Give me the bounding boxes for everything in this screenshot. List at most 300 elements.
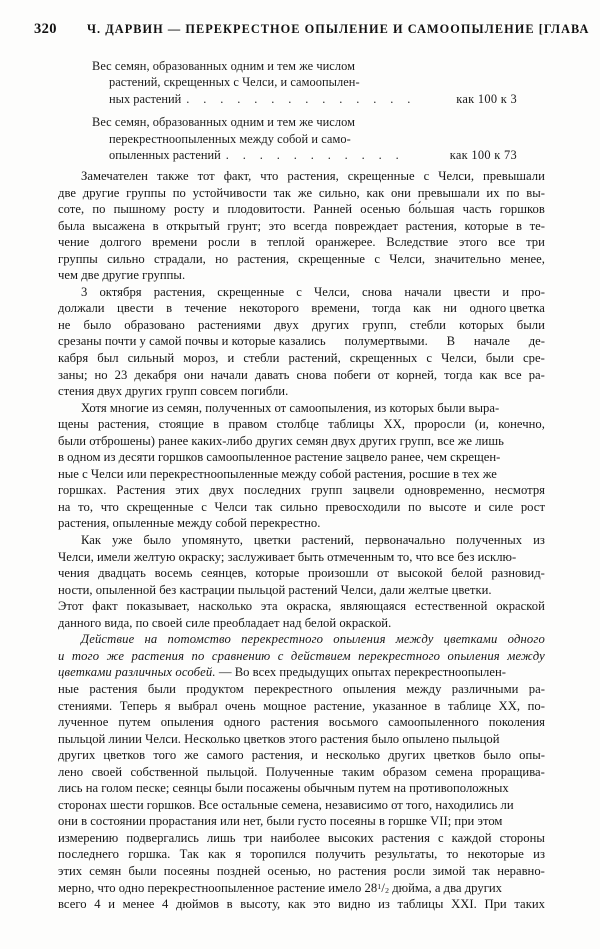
line-token: оранжерее. <box>315 235 376 250</box>
line-token: растения, опыленные между собой перекрестно. <box>58 516 321 531</box>
line-token: же <box>106 648 125 663</box>
line-token: в одном из десяти горшков самоопыленное растение зацвело ранее, чем скрещен- <box>58 450 501 465</box>
line-token: Замечателен <box>81 169 148 183</box>
line-token: тогда <box>444 367 473 382</box>
line-token: растения <box>338 863 387 878</box>
line-token: таблицы <box>328 417 375 432</box>
line-token: растения, <box>98 417 150 432</box>
line-token: плодовитости. <box>227 202 306 217</box>
line-token: насколько <box>198 599 253 614</box>
line-token: в <box>434 698 441 713</box>
line-token: перекрестного <box>254 681 333 696</box>
line-token: были <box>147 681 176 696</box>
text-line <box>58 333 545 350</box>
line-token: XX, <box>383 417 405 432</box>
line-token: Челси, <box>438 169 475 183</box>
line-token: лишь <box>206 830 236 845</box>
line-token: различными <box>451 681 519 696</box>
line-token: было <box>143 533 171 548</box>
text-line <box>58 797 545 814</box>
line-token: этого <box>458 235 488 250</box>
ratio-entry <box>92 58 517 107</box>
line-token: всегда <box>293 218 328 233</box>
line-token: часть <box>462 202 492 217</box>
line-token: пышному <box>113 202 166 217</box>
line-token: от <box>377 367 390 382</box>
line-token: как <box>208 847 226 862</box>
text-line <box>58 300 545 317</box>
line-token: измерению <box>58 830 119 845</box>
line-token: результаты, <box>374 847 438 862</box>
line-token: стороны <box>499 830 545 845</box>
text-line <box>58 251 545 268</box>
line-token: так <box>254 499 273 514</box>
line-token: цвести <box>117 301 154 316</box>
line-token: Полученные <box>265 764 334 779</box>
ratio-entry-line: Вес семян, образованных одним и тем же числом <box>92 59 355 73</box>
line-token: превосходили <box>325 499 401 514</box>
line-token: Челси, <box>441 351 477 366</box>
line-token: каждой <box>451 830 492 845</box>
line-token: щены <box>58 417 89 432</box>
line-token: путем <box>118 715 151 730</box>
line-token: три <box>243 830 263 845</box>
line-token: сторонах шести горшков. Все остальные семена, независимо от того, находились ли <box>58 797 514 812</box>
leader-dots: . . . . . . . . . . . . . . <box>186 91 416 106</box>
line-token: опы- <box>519 748 545 763</box>
running-head <box>34 21 590 41</box>
line-token: (и, <box>474 417 489 432</box>
line-token: в <box>226 897 233 912</box>
line-token: но <box>215 251 229 266</box>
line-token: тогда <box>372 301 401 316</box>
line-token: и <box>227 351 235 366</box>
line-token: При <box>484 897 507 912</box>
line-token: в <box>166 301 173 316</box>
line-token: были <box>485 351 514 366</box>
line-token: бо́льшая <box>408 202 455 217</box>
line-token: 23 <box>114 367 128 382</box>
line-token: рост <box>520 499 545 514</box>
line-token: Как <box>81 533 102 548</box>
line-token: другие <box>82 185 120 200</box>
line-token: факт, <box>223 169 252 183</box>
page-number: 320 <box>34 21 57 37</box>
line-token: окраска, <box>286 599 332 614</box>
line-token: чение <box>58 235 90 250</box>
line-token: В <box>446 334 456 349</box>
line-token: они в состоянии прорастания или нет, были густо посеяны в горшке VII; при этом <box>58 814 503 829</box>
line-token: сравнению <box>211 648 271 663</box>
line-token: сеянцев, <box>201 566 247 581</box>
line-token: стебли <box>243 351 280 366</box>
text-line <box>58 747 545 764</box>
line-token: того <box>71 648 100 663</box>
text-line <box>58 648 545 665</box>
text-line <box>58 267 545 284</box>
line-token: превышали <box>417 185 480 200</box>
line-token: проращива- <box>481 764 545 779</box>
line-token: цвести <box>453 284 491 299</box>
text-line <box>58 466 545 483</box>
line-token: растения <box>381 830 430 845</box>
line-token: уже <box>112 533 133 548</box>
text-line <box>58 234 545 251</box>
line-token: одного <box>223 715 261 730</box>
fraction-denominator: 2 <box>385 885 390 895</box>
ratio-entry-tail <box>92 91 517 107</box>
text-line <box>58 416 545 433</box>
line-token: Действие <box>81 632 135 647</box>
ratio-entry-tail <box>92 147 517 163</box>
line-token: то, <box>78 499 94 514</box>
text-line <box>58 896 545 913</box>
line-token: Теперь <box>119 698 158 713</box>
ratio-entry-line: перекрестноопыленных между собой и само- <box>109 131 351 146</box>
line-token: на <box>58 499 71 514</box>
line-token: они <box>391 185 411 200</box>
line-token: были отброшены) ранее каких-либо других семян двух других групп, все же лишь <box>58 433 504 448</box>
line-token: начале <box>473 334 510 349</box>
line-token: как <box>366 185 385 200</box>
line-token: собственной <box>130 764 199 779</box>
line-token: как <box>287 897 306 912</box>
line-token: Этот <box>58 599 84 614</box>
line-token: Так <box>179 847 199 862</box>
line-token: конечно, <box>498 417 545 432</box>
line-token: по <box>191 648 205 663</box>
line-token: де- <box>528 334 545 349</box>
line-token: высажена <box>92 218 146 233</box>
text-line <box>58 317 545 334</box>
line-token: Ранней <box>313 202 353 217</box>
line-token: было <box>83 317 112 332</box>
text-line <box>58 764 545 781</box>
line-token: между <box>507 648 545 663</box>
line-token: так <box>273 185 292 200</box>
line-token: растения, <box>153 284 206 299</box>
line-token: сильно <box>280 499 318 514</box>
line-token: но <box>94 367 108 382</box>
line-token: так <box>472 863 491 878</box>
text-line <box>58 433 545 450</box>
line-token: окраской <box>496 599 545 614</box>
line-token: был <box>97 351 119 366</box>
line-token: была <box>58 218 85 233</box>
line-token: цветков <box>103 748 146 763</box>
line-token: проросли <box>414 417 466 432</box>
text-line <box>58 383 545 400</box>
line-token: то <box>446 847 459 862</box>
line-token: менее, <box>510 251 545 266</box>
text-line <box>58 863 545 880</box>
line-token: горшков <box>499 202 545 217</box>
line-token: того <box>153 748 177 763</box>
line-token: торопился <box>250 847 307 862</box>
line-token: три <box>526 235 545 250</box>
line-token: группы <box>126 185 166 200</box>
line-token: с <box>423 169 430 183</box>
line-token: те- <box>529 218 545 233</box>
text-line <box>58 400 545 417</box>
line-token: но <box>317 863 332 878</box>
line-token: побеги <box>333 367 371 382</box>
line-token: растений, <box>301 533 354 548</box>
line-token: видно <box>338 897 371 912</box>
line-token: очень <box>225 698 256 713</box>
line-token: и <box>502 284 510 299</box>
line-token: столбце <box>276 417 319 432</box>
line-token: этих <box>58 863 83 878</box>
line-token: таблице <box>447 698 491 713</box>
line-token: из <box>533 533 545 548</box>
line-token: вы- <box>526 185 545 200</box>
line-token: ности, опыленной без кастрации пыльцой растений Челси, дали желтые цветки. <box>58 582 492 597</box>
line-token: времени, <box>311 301 360 316</box>
line-token: своей <box>91 764 123 779</box>
line-token: XXI. <box>451 897 477 912</box>
line-token: по <box>506 185 520 200</box>
line-token: растения <box>89 681 138 696</box>
line-token: с <box>201 499 207 514</box>
line-token: же <box>184 748 199 763</box>
text-line <box>58 846 545 863</box>
line-token: продуктом <box>186 681 244 696</box>
line-token: восемь <box>154 566 193 581</box>
line-token: стоящие <box>158 417 204 432</box>
line-token: с <box>437 830 444 845</box>
text-line <box>58 698 545 715</box>
line-token: скрещенные <box>298 251 366 266</box>
ratio-entry <box>92 114 517 163</box>
line-token: посеяны <box>163 863 210 878</box>
line-token: мороз, <box>183 351 219 366</box>
line-token: горшка. <box>128 847 171 862</box>
text-line <box>58 830 545 847</box>
text-line <box>58 880 545 897</box>
line-token: правом <box>228 417 268 432</box>
text-line <box>58 185 545 202</box>
line-token: полученных <box>456 533 523 548</box>
line-token: стебли <box>409 317 446 332</box>
line-token: группы <box>58 251 98 266</box>
line-token: и <box>108 897 115 912</box>
line-token: ные <box>58 681 79 696</box>
line-token: двух <box>209 483 234 498</box>
line-token: давать <box>254 367 290 382</box>
ratio-entry-label: опыленных растений <box>109 148 221 163</box>
line-token: высоких <box>327 830 374 845</box>
line-token: ра- <box>528 681 545 696</box>
ratio-value: как 100 к 3 <box>456 91 517 106</box>
line-token: должали <box>58 301 105 316</box>
italic-run: цветками различных особей. <box>58 665 216 680</box>
line-token: 3 <box>81 284 88 299</box>
line-token: были <box>128 863 157 878</box>
line-token: растениями <box>198 317 261 332</box>
line-token: это <box>313 897 331 912</box>
line-token: семян <box>89 863 122 878</box>
line-token: силе <box>488 499 514 514</box>
line-token: растения <box>131 648 185 663</box>
line-token: как <box>413 301 431 316</box>
line-token: от <box>377 566 389 581</box>
line-token: горшках. <box>58 483 107 498</box>
line-token: значительно <box>434 251 501 266</box>
line-token: высоте <box>429 499 467 514</box>
line-token: в <box>516 218 523 233</box>
line-token: времени <box>152 235 198 250</box>
line-token: цветков <box>433 748 476 763</box>
line-token: перекрестного <box>358 648 441 663</box>
line-token: устойчивости <box>192 185 267 200</box>
roman-run: — Во всех предыдущих опытах перекрестноопылен- <box>215 665 506 680</box>
line-token: Челси, имели желтую окраску; заслуживает быть отмеченным то, что все без исклю- <box>58 549 517 564</box>
line-token: я <box>164 698 171 713</box>
line-token: с <box>277 648 284 663</box>
line-token: между <box>395 632 434 647</box>
line-token: на <box>144 632 158 647</box>
line-token: течение <box>184 301 227 316</box>
line-token: осенью <box>360 202 401 217</box>
text-line <box>58 284 545 301</box>
line-token: несколько <box>326 748 381 763</box>
line-token: наиболее <box>270 830 320 845</box>
line-token: цветками <box>443 632 498 647</box>
line-token: растения, <box>405 218 457 233</box>
text-line <box>58 615 545 632</box>
line-token: что <box>100 499 119 514</box>
line-token: других <box>388 748 426 763</box>
line-token: подвергались <box>126 830 199 845</box>
text-line <box>58 598 545 615</box>
line-token: действием <box>290 648 351 663</box>
line-token: что <box>260 169 279 183</box>
line-token: по <box>408 499 422 514</box>
line-token: мерно, что одно перекрестноопыленное растение имело 28 <box>58 880 378 895</box>
ratio-entry-label: ных растений <box>109 91 182 106</box>
text-line <box>58 449 545 466</box>
line-token: Челси, <box>314 284 350 299</box>
line-token: опыления <box>333 632 386 647</box>
line-token: указанное <box>372 698 427 713</box>
line-token: образовано <box>124 317 185 332</box>
line-token: про- <box>521 284 545 299</box>
line-token: высокой <box>397 566 443 581</box>
line-token: образом <box>382 764 427 779</box>
line-token: растения, <box>287 169 339 183</box>
line-token: первоначально <box>364 533 446 548</box>
line-token: выбрал <box>178 698 218 713</box>
line-token: сре- <box>523 351 545 366</box>
text-line <box>58 350 545 367</box>
line-token: потомство <box>167 632 231 647</box>
line-token: росли <box>393 863 426 878</box>
line-token: некоторого <box>239 301 299 316</box>
line-token: из <box>533 847 545 862</box>
text-line <box>58 168 545 185</box>
line-token: как <box>479 367 498 382</box>
line-token: лено <box>58 764 84 779</box>
line-token: соте, <box>58 202 85 217</box>
line-token: по <box>172 185 186 200</box>
line-token: кабря <box>58 351 89 366</box>
line-token: стения двух других групп совсем погибли. <box>58 384 289 399</box>
line-token: поздней <box>216 863 261 878</box>
line-token: лись на голом песке; сеянцы были посажены обычным путем на противоположных <box>58 781 509 796</box>
line-token: росту <box>174 202 205 217</box>
line-token: две <box>58 185 76 200</box>
ratio-block <box>92 58 517 170</box>
line-token: между <box>406 681 442 696</box>
line-token: несмотря <box>494 483 545 498</box>
line-token: пыльцой. <box>206 764 258 779</box>
line-token: снова <box>296 367 327 382</box>
line-token: некоторые <box>467 847 524 862</box>
line-token: скрещенные <box>217 284 285 299</box>
line-token: корней, <box>396 367 438 382</box>
line-token: повреждает <box>334 218 398 233</box>
line-token: естественной <box>414 599 488 614</box>
line-token: скрещенных <box>349 351 418 366</box>
line-token: других <box>58 748 96 763</box>
line-token: теплой <box>267 235 305 250</box>
text-line <box>58 565 545 582</box>
line-token: скрещенные <box>126 499 194 514</box>
line-token: дюйма, а два других <box>389 880 503 895</box>
line-token: по- <box>527 698 545 713</box>
line-token: Челси <box>214 499 248 514</box>
line-token: таким <box>342 764 375 779</box>
line-token: Растения <box>116 483 166 498</box>
line-token: скрещенные <box>347 169 415 183</box>
line-token: в <box>213 417 220 432</box>
fraction-numerator: 1 <box>377 881 382 891</box>
line-token: с <box>426 351 433 366</box>
line-token: и <box>474 499 481 514</box>
line-token: показывает, <box>126 599 190 614</box>
line-token: это <box>268 218 286 233</box>
line-token: 4 <box>161 897 169 912</box>
line-token: которые <box>464 218 509 233</box>
line-token: же <box>297 185 313 200</box>
line-token: высоту, <box>240 897 281 912</box>
line-token: цветки <box>253 533 291 548</box>
line-token: восьмого <box>328 715 379 730</box>
line-token: самого <box>206 748 244 763</box>
line-token: растение, <box>313 698 366 713</box>
text-line <box>58 482 545 499</box>
line-token: ные с Челси или перекрестноопыленные между собой растения, росшие в тех же <box>58 466 497 481</box>
line-token: также <box>156 169 189 183</box>
line-token: открытый <box>166 218 220 233</box>
line-token: сильный <box>127 351 175 366</box>
line-token: данного вида, по своей силе преобладает над белой окраской. <box>58 615 392 630</box>
line-token: двадцать <box>98 566 146 581</box>
line-token: в <box>152 218 159 233</box>
line-token: не <box>58 317 71 332</box>
line-token: из <box>378 897 390 912</box>
line-token: последних <box>243 483 302 498</box>
line-token: долгого <box>99 235 142 250</box>
text-line <box>58 714 545 731</box>
line-token: эта <box>260 599 278 614</box>
line-token: двух <box>274 317 299 332</box>
line-token: растения, <box>251 748 304 763</box>
ratio-entry-line: Вес семян, образованных одним и тем же числом <box>92 115 355 130</box>
line-token: осенью, <box>267 863 311 878</box>
line-token: белой <box>451 566 483 581</box>
